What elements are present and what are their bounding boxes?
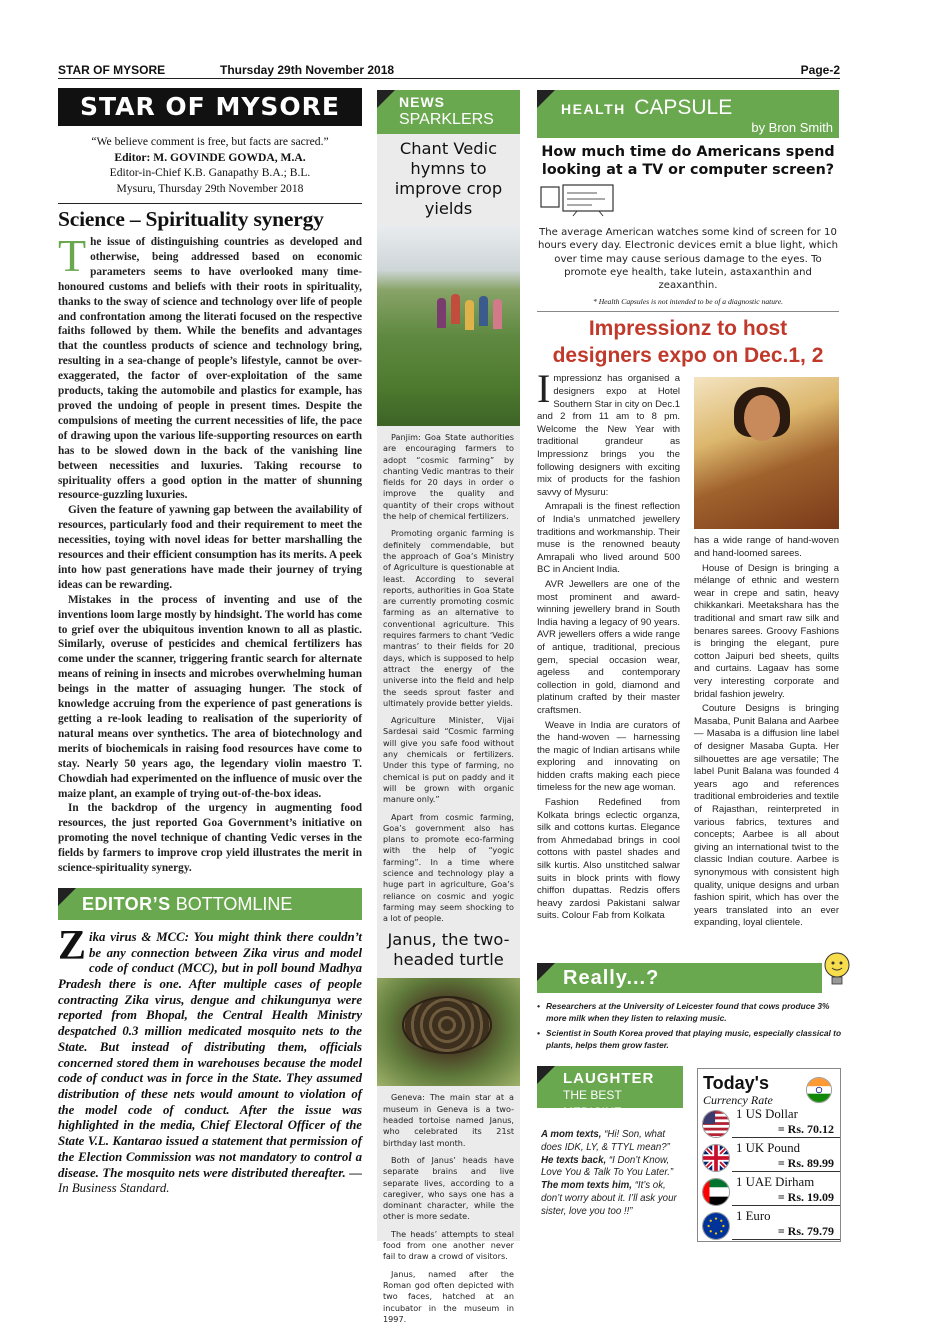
story1-paragraph: Promoting organic farming is definitely commendable, but the approach of Goa’s Ministry of Agriculture is questionable at least. According to several reports, authorities in Goa State are currently promoting cosmic farming as an alternative to conventional agriculture. This requires farmers to chant ‘Vedic mantras’ to their fields for 20 days, which is supposed to help attract the energy of the universe into the field and help the seeds sprout faster and ultimately provide better yields.: [383, 528, 514, 708]
currency-name: 1 UK Pound: [736, 1141, 800, 1155]
joke-speaker: The mom texts him,: [541, 1180, 632, 1192]
currency-box: [697, 1068, 841, 1242]
really-banner: [537, 963, 822, 993]
health-banner: [537, 90, 839, 138]
currency-name: 1 Euro: [736, 1209, 771, 1223]
bottomline-label: BOTTOMLINE: [175, 893, 293, 914]
impressionz-article: [537, 366, 839, 973]
news-label-1: NEWS: [399, 94, 445, 110]
motto: “We believe comment is free, but facts are sacred.”: [91, 135, 329, 148]
editorial-body: [58, 230, 362, 876]
editorial-paragraph: In the backdrop of the urgency in augmenting food resources, the just reported Goa Government’s initiative on promoting the novel technique of chanting Vedic verses in the fields by farmers to improve crop yield illustrates the merit in science-spirituality synergy.: [58, 802, 362, 875]
impressionz-paragraph: Amrapali is the finest reflection of India’s unmatched jewellery traditions and workmanship. Their muse is the renowned beauty Amrapali who lived around 500 BC in Ancient India.: [537, 501, 680, 576]
banner-corner-icon: [58, 888, 76, 906]
header-paper-name: STAR OF MYSORE: [58, 63, 166, 77]
story2-headline: Janus, the two-headed turtle: [387, 930, 510, 970]
news-banner: [377, 90, 520, 134]
health-byline: by Bron Smith: [751, 120, 833, 135]
story2-body: [377, 1092, 520, 1325]
bottomline-dropcap: Z: [58, 922, 87, 969]
story1-paragraph: Panjim: Goa State authorities are encouraging farmers to adopt “cosmic farming” by chanting Vedic mantras to their fields for 20 days in order o improve the quality and quantity of their crops without the help of chemical fertilizers.: [383, 432, 514, 522]
uae-flag-icon: [702, 1178, 730, 1206]
editorial-column: [58, 88, 362, 1197]
health-disclaimer: * Health Capsules is not intended to be of a diagnostic nature.: [593, 297, 783, 307]
india-flag-icon: [806, 1077, 832, 1103]
currency-rate: = Rs. 79.79: [732, 1224, 840, 1240]
dateline: Mysuru, Thursday 29th November 2018: [116, 181, 304, 195]
health-answer: The average American watches some kind of screen for 10 hours every day. Electronic devices emit a blue light, which over time may cause serious damage to the eyes. To promote eye health, take lutein, astaxanthin and zeaxanthin.: [537, 227, 839, 292]
editorial-dropcap: T: [58, 230, 87, 281]
story2-paragraph: Both of Janus’ heads have separate brains and live separate lives, according to a caregiver, who says one has a dominant character, while the other is more sedate.: [383, 1154, 514, 1222]
laughter-label-1: LAUGHTER: [563, 1070, 655, 1087]
eu-flag-icon: [702, 1212, 730, 1240]
story2-paragraph: The heads’ attempts to steal food from one another never fail to draw a crowd of visitors.: [383, 1228, 514, 1262]
story2-paragraph: Janus, named after the Roman god often depicted with two faces, hatched at an incubator in the museum in 1997.: [383, 1268, 514, 1324]
currency-row-aed: [698, 1175, 840, 1209]
model-photo: [694, 377, 839, 529]
bottomline-text: ika virus & MCC: You might think there couldn’t be any connection between Zika virus and model code of conduct (MCC), but in poll bound Madhya Pradesh there is one. After multiple cases of people contracting Zika virus, dengue and chikungunya were reported from Bhopal, the Central Health Ministry despatched 0.3 million medicated mosquito nets to the State. But instead of distributing them, officials concerned stored them in warehouses because the model code of conduct was in force in the State. They assumed distribution of these nets would amount to violation of the model code of conduct. After the issue was highlighted in the media, Chief Electoral Officer of the State V.L. Kantarao issued a statement that permission of the Election Commission was not mandatory to control a disease. The mosquito nets were distributed thereafter. —: [58, 929, 362, 1180]
currency-row-usd: [698, 1107, 840, 1141]
story1-headline: Chant Vedic hymns to improve crop yields: [394, 139, 503, 218]
currency-name: 1 UAE Dirham: [736, 1175, 815, 1189]
laughter-label-2: THE BEST MEDICINE: [563, 1088, 622, 1119]
tv-computer-icon: [537, 183, 617, 217]
joke-speaker: He texts back,: [541, 1154, 607, 1166]
masthead-title: STAR OF MYSORE: [58, 88, 362, 126]
editor-block: [58, 134, 362, 196]
currency-row-eur: [698, 1209, 840, 1243]
news-label-2: SPARKLERS: [399, 111, 494, 128]
story1-paragraph: Apart from cosmic farming, Goa’s government also has plans to promote eco-farming with the help of “yogic farming”. In a time where science and technology play a huge part in agriculture, Goa’s reliance on cosmic and yogic farming may seem shocking to a lot of people.: [383, 811, 514, 924]
impressionz-paragraph: Couture Designs is bringing Masaba, Punit Balana and Aarbee — Masaba is a diffusion line label of designer Masaba Gupta. Her silhouettes are age versatile; The label Punit Balana was founded 4 years ago and references traditional embroideries and textile of Rajasthan, reinterpreted in various fabrics, textures and concepts; Aarbee is all about giving an international twist to the classic Indian couture. Aarbee is synonymous with consistent high quality, unique designs and urban fashion spirit, which has over the years translated into an ever expanding, loyal clientele.: [694, 703, 839, 929]
currency-subtitle: Currency Rate: [703, 1093, 773, 1107]
impressionz-paragraph: has a wide range of hand-woven and hand-loomed sarees.: [694, 535, 839, 560]
impressionz-paragraph: mpressionz has organised a designers expo at Hotel Southern Star in city on Dec.1 and 2 from 11 am to 8 pm. Welcome the New Year with traditional grandeur as Impressionz brings you the following designers with exciting mix of products for the fashion savvy of Mysuru:: [537, 373, 680, 498]
joke-speaker: A mom texts,: [541, 1129, 602, 1140]
farmers-field-photo: [377, 226, 520, 426]
impressionz-paragraph: Fashion Redefined from Kolkata brings eclectic organza, silk and cottons kurtas. Elegance from Ahmedabad brings in cool cottons with pastel shades and silk kurtis. Also unstitched salwar suits in block prints with flowy chiffon dupattas. Redzis offers heavy zardosi Pakistani salwar suits. Colour Fab from Kolkata: [537, 797, 680, 922]
us-flag-icon: [702, 1110, 730, 1138]
currency-rate: = Rs. 89.99: [732, 1156, 840, 1172]
really-list: [537, 1000, 842, 1054]
editorial-paragraph: Mistakes in the process of inventing and use of the inventions loom large mostly by hindsight. The world has come to grief over the ubiquitous invention known to all as plastic. Similarly, overuse of pesticides and chemical fertilizers has come under the scanner, triggering frantic search for alternate means of reining in insects and microbes overwhelming human beings in the matter of assuaging hunger. The stock of knowledge accruing from the experience of past generations is getting a re-look leading to realisation of the superiority of natural means over synthetics. The area of biotechnology and merits of biochemicals in raising food resources have come to stay. Nearly 50 years ago, the legendary violin maestro T. Chowdiah had experimented on the influence of music over the maize plant, an example of trying out-of-the-box ideas.: [58, 593, 362, 800]
laughter-banner: [537, 1066, 683, 1119]
impressionz-col1: [537, 366, 680, 925]
story1-paragraph: Agriculture Minister, Vijai Sardesai said “Cosmic farming will give you safe food without any chemicals or fertilizers. Under this type of farming, no chemical is put on paddy and it will be grown with organic manure only.”: [383, 715, 514, 805]
currency-row-gbp: [698, 1141, 840, 1175]
banner-corner-icon: [537, 90, 555, 108]
really-item: • Researchers at the University of Leicester found that cows produce 3% more milk when they listen to relaxing music.: [537, 1000, 842, 1024]
currency-name: 1 US Dollar: [736, 1107, 798, 1121]
news-sparklers-column: [377, 90, 520, 1324]
impressionz-paragraph: AVR Jewellers are one of the most prominent and award-winning jewellery brand in South India having a legacy of 90 years. AVR jewellers offers a wide range of antique, traditional, precious gem, special occasion wear, ageless and contemporary collection in gold, diamond and platinum crafted by their master craftsmen.: [537, 578, 680, 716]
currency-header: [698, 1069, 840, 1107]
bottomline-label-bold: EDITOR’S: [82, 893, 171, 914]
right-column: [537, 90, 839, 973]
header-page-number: Page-2: [800, 63, 840, 77]
really-item: • Scientist in South Korea proved that playing music, especially classical to plants, helps them grow faster.: [537, 1027, 842, 1051]
currency-rate: = Rs. 19.09: [732, 1190, 840, 1206]
header-date: Thursday 29th November 2018: [220, 63, 395, 77]
uk-flag-icon: [702, 1144, 730, 1172]
currency-rate: = Rs. 70.12: [732, 1122, 840, 1138]
banner-corner-icon: [537, 1066, 555, 1084]
joke-line: “It’s ok, don’t worry about it. I’ll ask your sister, love you too !!”: [541, 1180, 677, 1217]
joke-line: “Hi! Son, what does IDK, LY, & TTYL mean?”: [541, 1129, 670, 1153]
editor-name: Editor: M. GOVINDE GOWDA, M.A.: [114, 150, 306, 164]
editorial-paragraph: Given the feature of yawning gap between the availability of resources, particularly food and their requirement to meet the necessities, toying with novel ideas for better marshalling the resources and their efficient consumption has its merits. A peek into how past generations have made their journey of trying ideas can be rewarding.: [58, 504, 362, 591]
editor-in-chief: Editor-in-Chief K.B. Ganapathy B.A.; B.L.: [109, 166, 311, 179]
farmers-figures: [437, 294, 517, 330]
tortoise-photo: [377, 978, 520, 1086]
laughter-joke: [541, 1129, 681, 1219]
bottomline-banner: [58, 888, 362, 920]
editorial-headline: Science – Spirituality synergy: [58, 203, 362, 232]
lightbulb-icon: [820, 950, 854, 990]
story1-body: [377, 432, 520, 924]
impressionz-paragraph: Weave in India are curators of the hand-woven — harnessing the magic of Indian artisans while exploring and innovating on hidden crafts making each piece timeless for the new age woman.: [537, 719, 680, 794]
page-header: [58, 63, 840, 79]
editorial-paragraph: he issue of distinguishing countries as developed and otherwise, being addressed based on economic parameters seems to have overlooked many time-honoured customs and beliefs with their roots in spirituality, thanks to the sway of science and technology over life of people and confrontation among the literati focused on the respective faiths followed by them. While the benefits and advantages that the countless products of science and technology bring, resulting in a sea-change of people’s lifestyle, cannot be over-exaggerated, the factor of over-exploitation of the same products, taking the automobile and plastics for example, has proved the undoing of people in present times. Despite the compulsions of meeting the current necessities of life, the pace of drawing upon the various life-supporting resources on earth has to be slowed down in the back of the vanishing line between necessities and luxuries. Taking recourse to spirituality offers a good option in the matter of shunning resource-guzzling luxuries.: [58, 236, 362, 502]
story2-paragraph: Geneva: The main star at a museum in Geneva is a two-headed tortoise named Janus, who celebrated its 21st birthday last month.: [383, 1092, 514, 1148]
really-label: Really...?: [563, 967, 660, 989]
impressionz-dropcap: I: [537, 366, 551, 412]
joke-line: “I Don’t Know, Love You & Talk To You Later.”: [541, 1154, 674, 1179]
bottomline-source: In Business Standard.: [58, 1181, 170, 1196]
health-label-2: CAPSULE: [634, 96, 733, 119]
currency-title: Today's: [703, 1073, 769, 1093]
banner-corner-icon: [537, 963, 555, 981]
banner-corner-icon: [377, 90, 395, 108]
health-label-1: HEALTH: [561, 101, 626, 117]
bottomline-body: [58, 922, 362, 1197]
tortoise-shell: [402, 996, 492, 1054]
impressionz-headline: Impressionz to host designers expo on Dec.1, 2: [537, 311, 839, 369]
impressionz-col2: [694, 535, 839, 931]
health-question: How much time do Americans spend looking at a TV or computer screen?: [541, 144, 835, 178]
impressionz-paragraph: House of Design is bringing a mélange of ethnic and western wear in crepe and satin, heavy chikkankari. Meetakshara has the traditional and smart raw silk and benares sarees. Groovy Fashions is bringing the elegant, pure cotton Jaipuri bed sheets, quilts and curtains. Lagaav has some very interesting corporate and bridal fashion jewelry.: [694, 562, 839, 700]
